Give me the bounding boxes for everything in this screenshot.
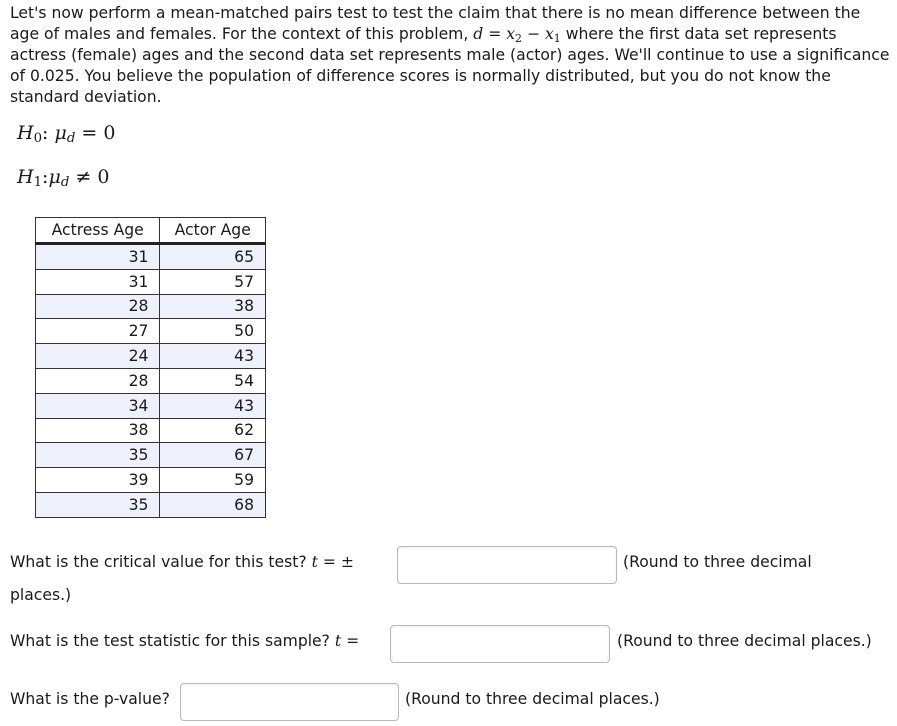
actress-age-cell: 34 [36,393,160,418]
actress-age-cell: 39 [36,468,160,493]
problem-statement [10,3,890,108]
h1-value: ≠ 0 [69,166,110,188]
var-x1-subscript: 1 [553,32,561,45]
actress-age-cell: 27 [36,319,160,344]
var-x2: x [506,25,516,43]
column-header-actress-age: Actress Age [36,218,160,244]
test-statistic-rounding-hint: (Round to three decimal places.) [617,632,872,650]
table-row [36,468,266,493]
table-row [36,244,266,270]
test-statistic-question-text: What is the test statistic for this sample? [10,632,335,650]
actress-age-cell: 28 [36,294,160,319]
h1-subscript: 1 [33,175,43,190]
actor-age-cell: 50 [160,319,266,344]
test-statistic-variable: t [334,632,342,650]
critical-value-rounding-hint-continued: places.) [10,586,72,604]
var-x1: x [544,25,554,43]
actor-age-cell: 59 [160,468,266,493]
age-data-table [35,217,266,518]
h1-colon: : [42,166,49,188]
intro-text-2: where the first data set represents actress (female) ages and the second data set represents male (actor) ages. We'll continue to use a significance of 0.025. You believe the population of difference scores is normally distributed, but you do not know the standard deviation. [10,25,890,106]
table-header-row [36,218,266,244]
critical-value-question [10,553,354,571]
test-statistic-input[interactable] [390,625,610,663]
p-value-input[interactable] [180,683,399,721]
actress-age-cell: 31 [36,269,160,294]
table-row [36,393,266,418]
table-row [36,294,266,319]
table-row [36,492,266,517]
table-row [36,344,266,369]
table-row [36,443,266,468]
h0-colon: : [42,122,55,144]
h1-mu-subscript: d [60,175,70,190]
actor-age-cell: 43 [160,393,266,418]
actress-age-cell: 24 [36,344,160,369]
h1-symbol: H [17,166,34,188]
table-row [36,269,266,294]
actress-age-cell: 28 [36,368,160,393]
h0-mu-subscript: d [66,131,76,146]
alternative-hypothesis [17,166,109,188]
critical-value-input[interactable] [397,546,617,584]
test-statistic-operator: = [341,632,360,650]
test-statistic-question [10,632,359,650]
table-row [36,319,266,344]
critical-value-rounding-hint: (Round to three decimal [623,553,812,571]
actor-age-cell: 68 [160,492,266,517]
actress-age-cell: 31 [36,244,160,270]
critical-value-question-text: What is the critical value for this test? [10,553,312,571]
actor-age-cell: 67 [160,443,266,468]
minus-sign: − [522,25,545,43]
h1-mu: μ [48,166,61,188]
table-row [36,418,266,443]
actress-age-cell: 35 [36,443,160,468]
h0-value: = 0 [75,122,116,144]
critical-value-variable: t [311,553,318,571]
equals-sign: = [483,25,507,43]
actress-age-cell: 35 [36,492,160,517]
critical-value-operator: = ± [317,553,354,571]
actor-age-cell: 65 [160,244,266,270]
h0-mu: μ [54,122,67,144]
actress-age-cell: 38 [36,418,160,443]
actor-age-cell: 54 [160,368,266,393]
actor-age-cell: 57 [160,269,266,294]
table-row [36,368,266,393]
actor-age-cell: 38 [160,294,266,319]
null-hypothesis [17,122,115,144]
column-header-actor-age: Actor Age [160,218,266,244]
p-value-question: What is the p-value? [10,690,170,708]
actor-age-cell: 43 [160,344,266,369]
h0-symbol: H [17,122,34,144]
var-x2-subscript: 2 [515,32,522,45]
intro-text-1: Let's now perform a mean-matched pairs test to test the claim that there is no mean difference between the age of males and females. For the context of this problem, [10,4,861,43]
p-value-rounding-hint: (Round to three decimal places.) [405,690,660,708]
var-d: d [473,25,484,43]
h0-subscript: 0 [33,131,43,146]
actor-age-cell: 62 [160,418,266,443]
